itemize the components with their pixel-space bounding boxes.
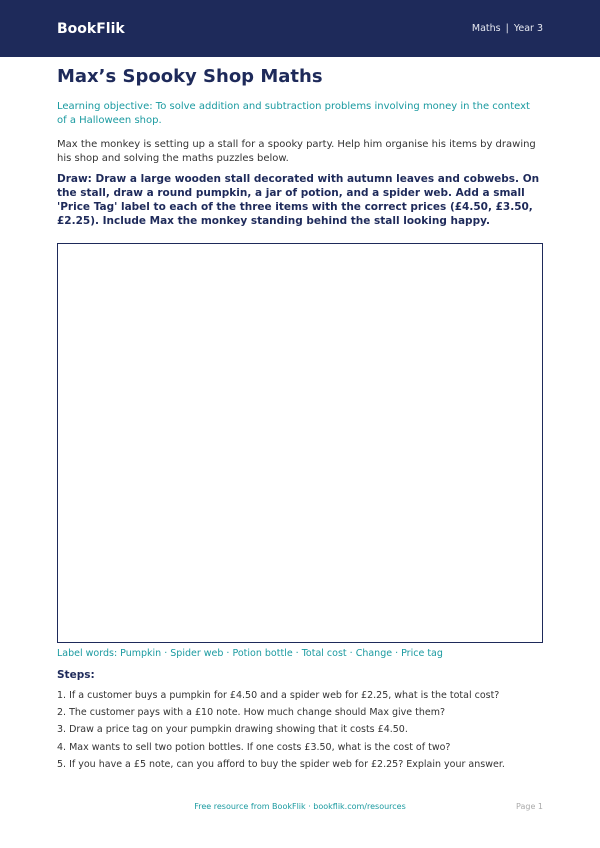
step-item: 1. If a customer buys a pumpkin for £4.50 and a spider web for £2.25, what is the total cost?	[57, 690, 500, 701]
step-item: 5. If you have a £5 note, can you afford to buy the spider web for £2.25? Explain your answer.	[57, 758, 505, 770]
learning-objective: Learning objective: To solve addition and subtraction problems involving money in the context of a Halloween shop.	[57, 101, 530, 126]
steps-heading: Steps:	[57, 669, 95, 681]
year-label: Year 3	[513, 23, 543, 34]
drawing-area[interactable]	[57, 243, 543, 643]
subject-label: Maths	[471, 23, 501, 34]
step-item: 4. Max wants to sell two potion bottles. If one costs £3.50, what is the cost of two?	[57, 741, 451, 753]
separator: |	[505, 23, 509, 34]
intro-text: Max the monkey is setting up a stall for a spooky party. Help him organise his items by drawing his shop and solving the maths puzzles below.	[57, 139, 536, 164]
subject-year-label	[472, 23, 543, 34]
steps-list	[57, 687, 557, 773]
label-words: Label words: Pumpkin · Spider web · Potion bottle · Total cost · Change · Price tag	[57, 648, 443, 659]
step-item: 3. Draw a price tag on your pumpkin drawing showing that it costs £4.50.	[57, 724, 408, 736]
page-title: Max’s Spooky Shop Maths	[57, 66, 323, 87]
brand-logo-text: BookFlik	[57, 20, 125, 37]
step-item: 2. The customer pays with a £10 note. How much change should Max give them?	[57, 707, 446, 719]
draw-instruction: Draw: Draw a large wooden stall decorated with autumn leaves and cobwebs. On the stall, draw a round pumpkin, a jar of potion, and a spider web. Add a small 'Price Tag' label to each of the three items with the correct prices (£4.50, £3.50, £2.25). Include Max the monkey standing behind the stall looking happy.	[57, 173, 540, 227]
header-bar	[0, 0, 600, 57]
footer-text: Free resource from BookFlik · bookflik.com/resources	[194, 802, 406, 811]
page-number: Page 1	[516, 802, 543, 811]
